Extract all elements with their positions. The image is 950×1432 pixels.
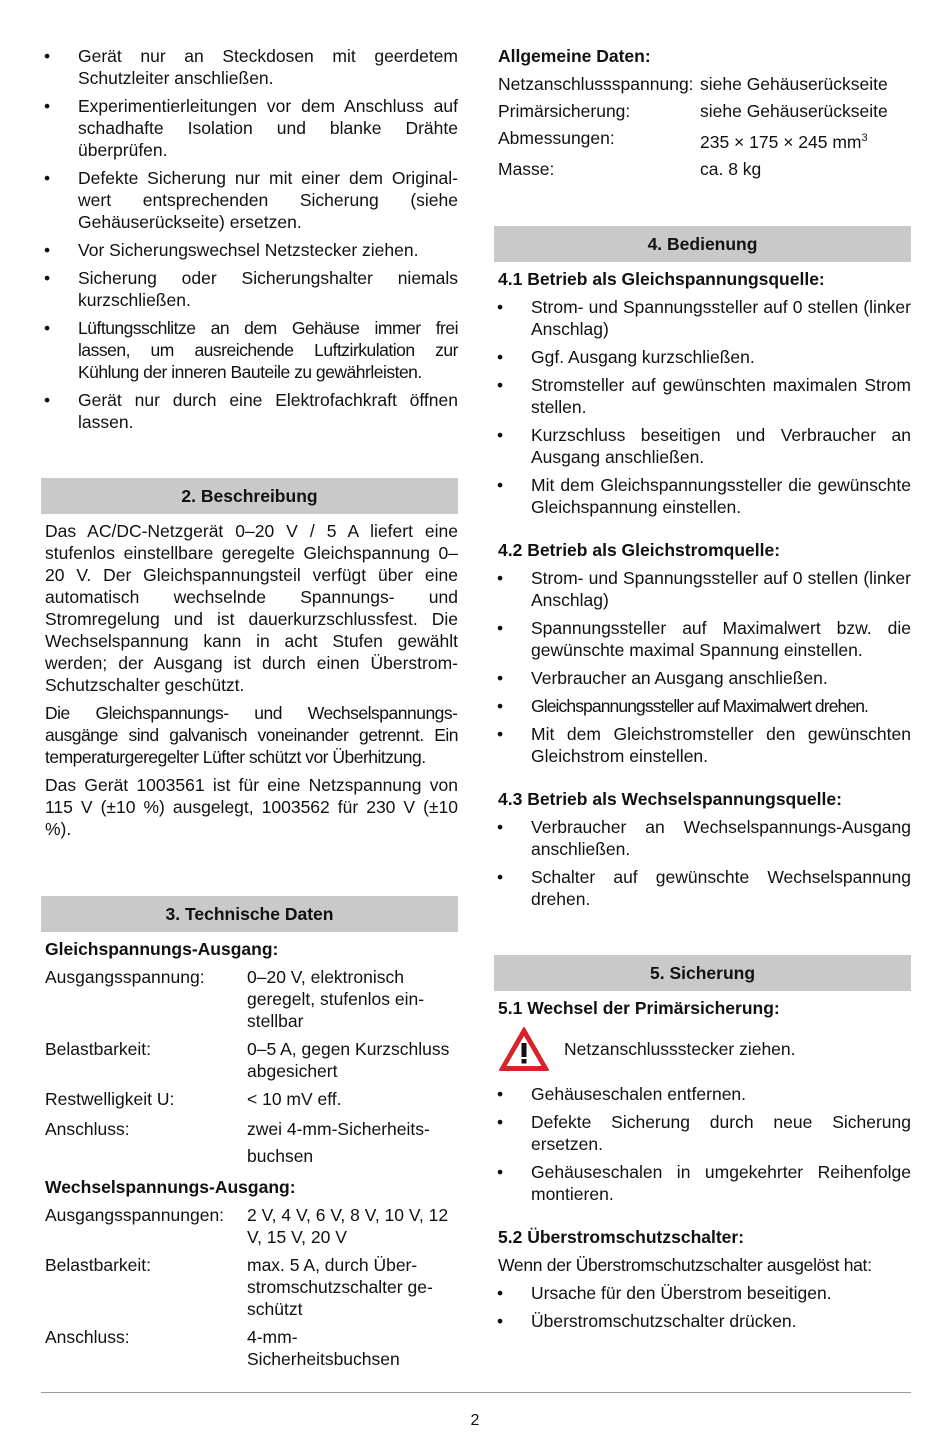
list-item: • Überstromschutzschalter drücken.	[497, 1310, 797, 1331]
list-item: • Strom- und Spannungssteller auf 0 stellen (linker Anschlag)	[497, 296, 911, 339]
spec-row: Belastbarkeit: 0–5 A, gegen Kurzschluss abgesichert	[45, 1039, 450, 1081]
steps-list	[494, 816, 911, 910]
paragraph: Das Gerät 1003561 ist für eine Netzspannung von 115 V (±10 %) ausgelegt, 1003562 für 230 V (±10 %).	[45, 775, 458, 839]
list-item: • Gehäuseschalen in umgekehrter Reihenfolge montieren.	[497, 1161, 911, 1204]
subsection-title-4-3: 4.3 Betrieb als Wechselspannungsquelle:	[498, 788, 842, 809]
list-item: • Sicherung oder Sicherungshalter niemals kurzschließen.	[44, 268, 458, 310]
footer-divider	[41, 1392, 911, 1393]
list-item: • Mit dem Gleichstromsteller den gewünschten Gleichstrom einstellen.	[497, 723, 911, 766]
list-item: • Verbraucher an Wechselspannungs-Ausgang anschließen.	[497, 816, 911, 859]
section-header-bedienung: 4. Bedienung	[494, 226, 911, 262]
steps-list	[494, 1083, 911, 1205]
section-header-sicherung: 5. Sicherung	[494, 955, 911, 991]
spec-row: Primärsicherung: siehe Gehäuserückseite	[498, 101, 888, 121]
list-item: • Strom- und Spannungssteller auf 0 stellen (linker Anschlag)	[497, 567, 911, 610]
spec-row: Ausgangsspannungen: 2 V, 4 V, 6 V, 8 V, 10 V, 12 V, 15 V, 20 V	[45, 1205, 449, 1247]
list-item: • Vor Sicherungswechsel Netzstecker ziehen.	[44, 240, 419, 260]
list-item: • Experimentierleitungen vor dem Anschluss auf schadhafte Isolation und blanke Drähte überprüfen.	[44, 96, 458, 160]
list-item: • Gehäuseschalen entfernen.	[497, 1083, 747, 1104]
spec-row: Belastbarkeit: max. 5 A, durch Überstromschutzschalter geschützt	[45, 1255, 433, 1319]
list-item: • Spannungssteller auf Maximalwert bzw. die gewünschte maximal Spannung einstellen.	[497, 617, 911, 660]
left-column	[41, 0, 458, 1376]
list-item: • Schalter auf gewünschte Wechselspannung drehen.	[497, 866, 911, 909]
spec-row: Anschluss: zwei 4-mm-Sicherheitsbuchsen	[45, 1119, 430, 1166]
subsection-title-4-2: 4.2 Betrieb als Gleichstromquelle:	[498, 539, 781, 560]
steps-list	[494, 1282, 911, 1332]
page-number: 2	[470, 1412, 480, 1429]
list-item: • Verbraucher an Ausgang anschließen.	[497, 667, 828, 688]
spec-row: Anschluss: 4-mm-Sicherheitsbuchsen	[45, 1327, 400, 1369]
list-item: • Gerät nur durch eine Elektrofachkraft öffnen lassen.	[44, 390, 458, 432]
section-header-beschreibung: 2. Beschreibung	[41, 478, 458, 514]
ac-output-title: Wechselspannungs-Ausgang:	[45, 1177, 296, 1197]
spec-row: Masse: ca. 8 kg	[498, 158, 762, 179]
list-item: • Lüftungsschlitze an dem Gehäuse immer frei lassen, um ausreichende Luftzirkulation zur Kühlung der inneren Bauteile zu gewährleisten.	[44, 318, 458, 382]
steps-list	[494, 567, 911, 767]
paragraph: Das AC/DC-Netzgerät 0–20 V / 5 A liefert eine stufenlos einstellbare geregelte Gleichspannung 0–20 V. Der Gleichspannungsteil verfügt über eine automatisch wechselnde Spannungs- und Stromregelung und ist dauerkurzschlussfest. Die Wechselspannung kann in acht Stufen gewählt werden; der Ausgang ist durch einen Überstrom-Schutzschalter geschützt.	[45, 521, 458, 695]
paragraph: Die Gleichspannungs- und Wechselspannungsausgänge sind galvanisch voneinander getrennt. Ein temperaturgeregelter Lüfter schützt vor Überhitzung.	[45, 703, 458, 767]
list-item: • Gerät nur an Steckdosen mit geerdetem Schutzleiter anschließen.	[44, 46, 458, 88]
list-item: • Ggf. Ausgang kurzschließen.	[497, 346, 755, 367]
dc-output-title: Gleichspannungs-Ausgang:	[45, 939, 279, 959]
list-item: • Defekte Sicherung durch neue Sicherung ersetzen.	[497, 1111, 911, 1154]
warning-row	[498, 1025, 911, 1073]
list-item: • Stromsteller auf gewünschten maximalen Strom stellen.	[497, 374, 911, 417]
spec-row: Netzanschlussspannung: siehe Gehäuserückseite	[498, 74, 888, 94]
list-item: • Mit dem Gleichspannungssteller die gewünschte Gleichspannung einstellen.	[497, 474, 911, 517]
list-item: • Ursache für den Überstrom beseitigen.	[497, 1282, 832, 1303]
general-data-title: Allgemeine Daten:	[498, 46, 651, 66]
spec-row: Ausgangsspannung: 0–20 V, elektronisch geregelt, stufenlos einstellbar	[45, 967, 425, 1031]
list-item: • Defekte Sicherung nur mit einer dem Originalwert entsprechenden Sicherung (siehe Gehäuserückseite) ersetzen.	[44, 168, 458, 232]
steps-list	[494, 296, 911, 518]
subsection-title-5-2: 5.2 Überstromschutzschalter:	[498, 1226, 745, 1247]
spec-row: Abmessungen: 235 × 175 × 245 $mm^3$	[498, 128, 868, 152]
section-header-technische-daten: 3. Technische Daten	[41, 896, 458, 932]
right-column	[494, 0, 911, 1338]
warning-triangle-icon	[498, 1025, 550, 1073]
warning-text: Netzanschlussstecker ziehen.	[564, 1038, 796, 1059]
subsection-title-4-1: 4.1 Betrieb als Gleichspannungsquelle:	[498, 268, 825, 289]
spec-row: Restwelligkeit U: < 10 mV eff.	[45, 1089, 342, 1109]
safety-list	[41, 45, 458, 433]
subsection-title-5-1: 5.1 Wechsel der Primärsicherung:	[498, 997, 780, 1018]
list-item: • Gleichspannungssteller auf Maximalwert drehen.	[497, 695, 868, 716]
list-item: • Kurzschluss beseitigen und Verbraucher an Ausgang anschließen.	[497, 424, 911, 467]
paragraph: Wenn der Überstromschutzschalter ausgelöst hat:	[498, 1254, 872, 1275]
